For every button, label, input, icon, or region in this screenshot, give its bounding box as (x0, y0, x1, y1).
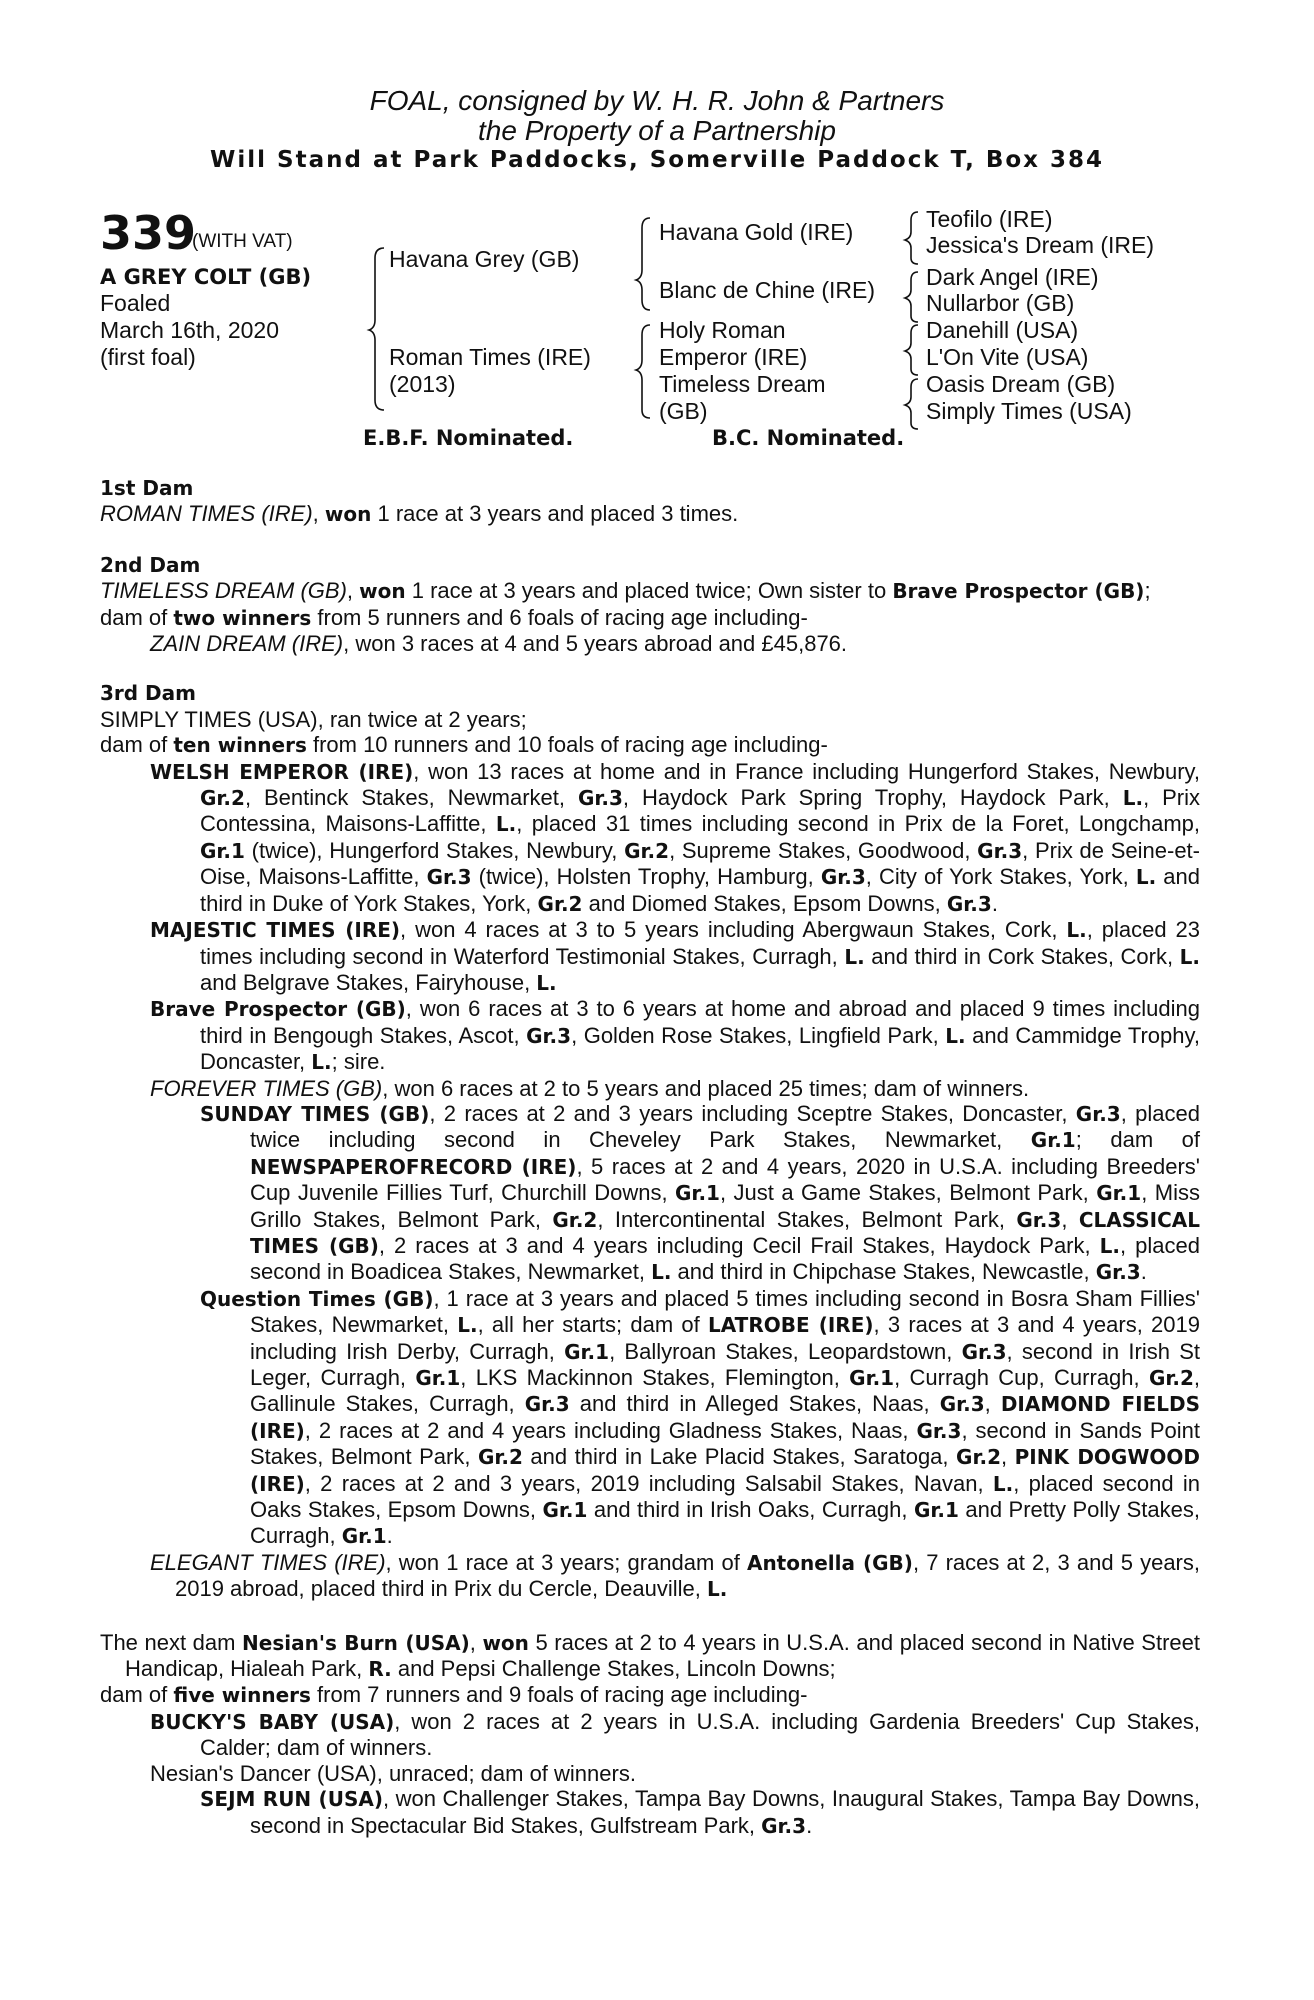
bold-text: Gr.2 (552, 1207, 598, 1232)
produce-record (100, 1761, 1200, 1786)
bold-text: Gr.3 (820, 865, 866, 890)
foaled-date: March 16th, 2020 (100, 317, 280, 343)
bold-text: BUCKY'S BABY (USA) (150, 1709, 395, 1734)
text: , won 4 races at 3 to 5 years including Abergwaun Stakes, Cork, (400, 917, 1067, 943)
sire-sire: Havana Gold (IRE) (659, 219, 854, 245)
text: , Miss Grillo Stakes, Belmont Park, (250, 1180, 1200, 1232)
text: , placed 23 times including second in Waterford Testimonial Stakes, Curragh, (200, 917, 1200, 969)
italic-name: FOREVER TIMES (GB) (150, 1075, 383, 1101)
bold-text: L. (495, 812, 517, 837)
text: , won 2 races at 2 years in U.S.A. including Gardenia Breeders' Cup Stakes, Calder; dam of winners. (200, 1708, 1200, 1761)
bold-text: Gr.3 (939, 1392, 985, 1417)
text: and third in Lake Placid Stakes, Saratoga, (522, 1444, 957, 1470)
text: The next dam (100, 1629, 243, 1655)
text: from 10 runners and 10 foals of racing age including- (306, 732, 828, 758)
bc-nominated: B.C. Nominated. (712, 426, 905, 450)
produce-record (100, 605, 1200, 631)
produce-record (100, 501, 1200, 527)
catalogue-body (100, 476, 1200, 1839)
text: and Cammidge Trophy, Doncaster, (200, 1022, 1200, 1075)
bold-text: Gr.3 (526, 1023, 572, 1048)
grand-ancestor: L'On Vite (USA) (926, 344, 1089, 370)
property-line: the Property of a Partnership (478, 115, 836, 146)
bold-text: Gr.3 (977, 838, 1023, 863)
text: 1 race at 3 years and placed 3 times. (371, 501, 739, 527)
text: , (1061, 1206, 1079, 1232)
bold-text: Gr.1 (564, 1339, 610, 1364)
text: ; dam of (1075, 1127, 1201, 1153)
brace-icon (905, 325, 918, 375)
produce-record (100, 1101, 1200, 1286)
bold-text: Gr.1 (415, 1366, 461, 1390)
produce-record (100, 759, 1200, 917)
text: , Intercontinental Stakes, Belmont Park, (597, 1206, 1017, 1232)
text: , 2 races at 2 and 4 years including Gladness Stakes, Naas, (304, 1417, 917, 1443)
brace-icon (636, 325, 650, 418)
dam-section (100, 1630, 1200, 1839)
sire: Havana Grey (GB) (389, 246, 580, 272)
text: , (346, 578, 360, 604)
produce-record (100, 1550, 1200, 1603)
dam-section (100, 476, 1200, 528)
section-heading: 2nd Dam (100, 552, 201, 577)
text: and third in Cork Stakes, Cork, (864, 943, 1180, 969)
dam-section (100, 681, 1200, 1602)
produce-record (100, 1682, 1200, 1708)
text: , (469, 1629, 483, 1655)
text: , 5 races at 2 and 4 years, 2020 in U.S.A. including Breeders' Cup Juvenile Fillies Turf, Churchill Downs, (250, 1153, 1200, 1206)
text: , Just a Game Stakes, Belmont Park, (719, 1180, 1097, 1206)
pedigree-braces (0, 0, 1314, 460)
grand-ancestor: Teofilo (IRE) (926, 206, 1053, 232)
bold-text: L. (844, 944, 865, 969)
produce-record (100, 1630, 1200, 1683)
text: , second in Irish St Leger, Curragh, (250, 1338, 1200, 1390)
sire-dam: Blanc de Chine (IRE) (659, 277, 876, 303)
text: , 2 races at 2 and 3 years, 2019 including Salsabil Stakes, Navan, (304, 1470, 993, 1496)
foaled-label: Foaled (100, 290, 171, 316)
dam-section (100, 553, 1200, 657)
text: and Belgrave Stakes, Fairyhouse, (200, 969, 537, 995)
bold-text: Gr.3 (1075, 1101, 1121, 1126)
produce-record (100, 1709, 1200, 1761)
text: 1 race at 3 years and placed twice; Own sister to (405, 578, 893, 604)
bold-text: Gr.1 (542, 1498, 588, 1523)
italic-name: ZAIN DREAM (IRE) (150, 631, 344, 657)
text: and third in Irish Oaks, Curragh, (587, 1497, 914, 1523)
bold-text: Antonella (GB) (746, 1550, 913, 1575)
italic-name: TIMELESS DREAM (GB) (100, 578, 347, 604)
produce-record (100, 1076, 1200, 1101)
bold-text: WELSH EMPEROR (IRE) (150, 759, 414, 784)
bold-text: won (359, 579, 406, 604)
text: . (386, 1523, 393, 1549)
bold-text: L. (1099, 1233, 1121, 1258)
bold-text: L. (992, 1471, 1014, 1496)
bold-text: L. (651, 1260, 672, 1285)
text: , second in Sands Point Stakes, Belmont Park, (250, 1417, 1201, 1470)
text: dam of (100, 1682, 174, 1708)
brace-icon (636, 218, 650, 310)
grand-ancestor: Dark Angel (IRE) (926, 264, 1099, 290)
dam-dam-cont: (GB) (659, 398, 708, 424)
brace-icon (905, 272, 918, 322)
text: and Diomed Stakes, Epsom Downs, (582, 890, 947, 916)
text: , placed second in Boadicea Stakes, Newmarket, (250, 1232, 1200, 1285)
bold-text: Gr.3 (1095, 1260, 1141, 1285)
bold-text: Question Times (GB) (200, 1286, 434, 1311)
bold-text: Gr.1 (1030, 1128, 1076, 1153)
bold-text: ten winners (173, 733, 307, 758)
bold-text: Gr.2 (1148, 1366, 1194, 1390)
bold-text: L. (1179, 944, 1200, 969)
text: (twice), Hungerford Stakes, Newbury, (244, 837, 625, 863)
text: , 2 races at 3 and 4 years including Cecil Frail Stakes, Haydock Park, (378, 1232, 1100, 1258)
bold-text: Gr.2 (956, 1445, 1001, 1470)
text: SIMPLY TIMES (USA), ran twice at 2 years; (100, 706, 527, 732)
section-heading: 1st Dam (100, 476, 194, 500)
text: , Prix Contessina, Maisons-Laffitte, (200, 785, 1201, 837)
bold-text: Nesian's Burn (USA) (242, 1630, 470, 1655)
text: and third in Chipchase Stakes, Newcastle, (671, 1259, 1096, 1285)
bold-text: L. (457, 1313, 478, 1338)
text: , Curragh Cup, Curragh, (894, 1365, 1149, 1390)
foal-note: (first foal) (100, 344, 196, 370)
location-line: Will Stand at Park Paddocks, Somerville Paddock T, Box 384 (209, 147, 1105, 173)
text: , Bentinck Stakes, Newmarket, (244, 785, 578, 811)
brace-icon (905, 379, 918, 429)
bold-text: Gr.2 (477, 1445, 523, 1470)
grand-ancestor: Jessica's Dream (IRE) (926, 232, 1155, 258)
text: , City of York Stakes, York, (865, 864, 1136, 890)
bold-text: Gr.3 (426, 865, 472, 890)
text: , 2 races at 2 and 3 years including Sceptre Stakes, Doncaster, (429, 1100, 1076, 1126)
bold-text: L. (536, 970, 557, 995)
text: , won 13 races at home and in France including Hungerford Stakes, Newbury, (413, 758, 1200, 784)
bold-text: two winners (173, 605, 312, 630)
text: , won 1 race at 3 years; grandam of (385, 1549, 747, 1575)
bold-text: Brave Prospector (GB) (892, 579, 1145, 604)
bold-text: Gr.3 (1016, 1207, 1062, 1232)
bold-text: Gr.1 (1096, 1181, 1142, 1206)
bold-text: Brave Prospector (GB) (150, 997, 406, 1022)
bold-text: R. (368, 1657, 392, 1682)
text: , (1001, 1444, 1015, 1470)
text: , 3 races at 3 and 4 years, 2019 including Irish Derby, Curragh, (250, 1312, 1200, 1364)
dam-sire: Holy Roman (659, 317, 786, 343)
text: from 7 runners and 9 foals of racing age including- (310, 1682, 808, 1708)
bold-text: Gr.3 (946, 891, 992, 916)
vat-note: (WITH VAT) (192, 231, 293, 252)
grand-ancestor: Simply Times (USA) (926, 398, 1132, 424)
grand-ancestor: Nullarbor (GB) (926, 290, 1075, 316)
bold-text: won (482, 1630, 529, 1655)
text: and third in Alleged Stakes, Naas, (569, 1391, 940, 1417)
bold-text: CLASSICAL TIMES (GB) (250, 1207, 1200, 1258)
produce-record (100, 631, 1200, 656)
text: , Golden Rose Stakes, Lingfield Park, (571, 1022, 946, 1048)
text: ; sire. (331, 1049, 386, 1075)
bold-text: Gr.1 (675, 1181, 720, 1206)
text: , won 6 races at 2 to 5 years and placed 25 times; dam of winners. (382, 1075, 1030, 1101)
bold-text: Gr.3 (761, 1813, 807, 1838)
italic-name: ROMAN TIMES (IRE) (100, 501, 313, 527)
text: and third in Duke of York Stakes, York, (200, 864, 1201, 916)
text: , all her starts; dam of (477, 1312, 708, 1338)
produce-record (100, 1786, 1200, 1839)
text: dam of (100, 604, 174, 630)
text: , (984, 1391, 1001, 1417)
text: and Pretty Polly Stakes, Curragh, (250, 1497, 1200, 1549)
produce-record (100, 578, 1200, 604)
dam-year: (2013) (389, 371, 456, 397)
produce-record (100, 1286, 1200, 1550)
text: dam of (100, 732, 174, 758)
consignor-line: FOAL, consigned by W. H. R. John & Partners (369, 85, 945, 116)
bold-text: Gr.3 (961, 1339, 1007, 1364)
text: , won Challenger Stakes, Tampa Bay Downs, Inaugural Stakes, Tampa Bay Downs, second in Spectacular Bid Stakes, Gulfstream Park, (250, 1786, 1200, 1838)
text: ; (1144, 578, 1151, 604)
text: , 1 race at 3 years and placed 5 times including second in Bosra Sham Fillies' Stakes, Newmarket, (250, 1285, 1201, 1338)
bold-text: Gr.1 (200, 838, 245, 863)
bold-text: Gr.3 (524, 1392, 570, 1417)
text: (twice), Holsten Trophy, Hamburg, (471, 864, 821, 890)
lot-title: A GREY COLT (GB) (100, 265, 312, 289)
text: , LKS Mackinnon Stakes, Flemington, (460, 1365, 850, 1390)
bold-text: Gr.1 (341, 1524, 387, 1549)
text: , placed second in Oaks Stakes, Epsom Downs, (250, 1470, 1201, 1523)
bold-text: Gr.2 (537, 891, 583, 916)
bold-text: L. (1135, 865, 1157, 890)
section-heading: 3rd Dam (100, 681, 196, 706)
text: , (312, 501, 325, 527)
bold-text: PINK DOGWOOD (IRE) (250, 1445, 1201, 1496)
bold-text: Gr.2 (200, 786, 245, 811)
bold-text: SEJM RUN (USA) (200, 1787, 383, 1812)
text: Nesian's Dancer (USA), unraced; dam of winners. (150, 1760, 636, 1786)
text: from 5 runners and 6 foals of racing age including- (311, 604, 808, 630)
text: , 7 races at 2, 3 and 5 years, 2019 abroad, placed third in Prix du Cercle, Deauville, (175, 1549, 1200, 1602)
produce-record (100, 707, 1200, 732)
brace-icon (905, 212, 918, 264)
italic-name: ELEGANT TIMES (IRE) (150, 1549, 386, 1575)
produce-record (100, 732, 1200, 758)
text: , Ballyroan Stakes, Leopardstown, (609, 1338, 962, 1364)
text: , won 3 races at 4 and 5 years abroad and £45,876. (343, 631, 848, 657)
bold-text: DIAMOND FIELDS (IRE) (250, 1392, 1201, 1443)
bold-text: SUNDAY TIMES (GB) (200, 1101, 430, 1126)
text: . (991, 890, 998, 916)
dam-dam: Timeless Dream (659, 371, 826, 397)
text: , Gallinule Stakes, Curragh, (250, 1365, 1201, 1417)
bold-text: Gr.1 (849, 1366, 895, 1390)
bold-text: L. (311, 1050, 332, 1075)
bold-text: Gr.1 (913, 1498, 959, 1523)
bold-text: Gr.3 (916, 1418, 962, 1443)
text: , won 6 races at 3 to 6 years at home and abroad and placed 9 times including third in Bengough Stakes, Ascot, (200, 996, 1200, 1048)
bold-text: NEWSPAPEROFRECORD (IRE) (250, 1154, 577, 1179)
text: , placed 31 times including second in Prix de la Foret, Longchamp, (516, 811, 1201, 837)
text: . (806, 1812, 813, 1838)
bold-text: LATROBE (IRE) (708, 1313, 874, 1338)
text: , placed twice including second in Cheveley Park Stakes, Newmarket, (250, 1100, 1200, 1153)
bold-text: won (324, 502, 372, 527)
bold-text: L. (1066, 918, 1087, 943)
grand-ancestor: Danehill (USA) (926, 317, 1079, 343)
grand-ancestor: Oasis Dream (GB) (926, 371, 1116, 397)
bold-text: Gr.3 (577, 786, 623, 811)
dam: Roman Times (IRE) (389, 344, 591, 370)
text: 5 races at 2 to 4 years in U.S.A. and placed second in Native Street Handicap, Hialeah Park, (125, 1629, 1200, 1682)
produce-record (100, 917, 1200, 996)
bold-text: L. (706, 1577, 728, 1602)
lot-number: 339 (100, 206, 197, 260)
bold-text: five winners (173, 1683, 311, 1708)
text: , Supreme Stakes, Goodwood, (669, 837, 978, 863)
text: and Pepsi Challenge Stakes, Lincoln Downs; (391, 1656, 836, 1682)
bold-text: Gr.2 (624, 838, 670, 863)
text: , Prix de Seine-et-Oise, Maisons-Laffitte, (200, 837, 1200, 890)
bold-text: MAJESTIC TIMES (IRE) (150, 918, 401, 943)
brace-icon (369, 248, 384, 410)
ebf-nominated: E.B.F. Nominated. (363, 426, 574, 450)
text: , Haydock Park Spring Trophy, Haydock Park, (622, 785, 1123, 811)
bold-text: L. (1122, 786, 1144, 811)
dam-sire-cont: Emperor (IRE) (659, 344, 808, 370)
text: . (1140, 1259, 1147, 1285)
produce-record (100, 996, 1200, 1075)
bold-text: L. (945, 1023, 966, 1048)
